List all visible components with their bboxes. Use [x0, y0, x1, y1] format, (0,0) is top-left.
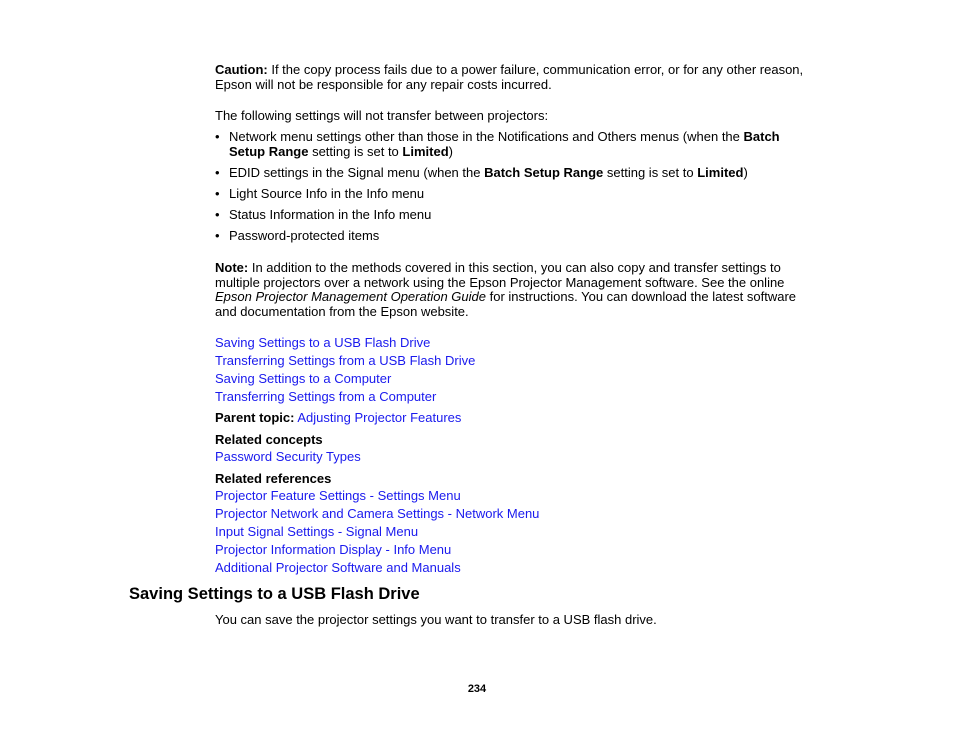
note-text: In addition to the methods covered in this section, you can also copy and transfer settings to multiple projectors over a network using the Epson Projector Management software. See the online [215, 260, 785, 290]
link-parent-topic[interactable]: Adjusting Projector Features [297, 410, 462, 425]
list-item-bold: Limited [402, 143, 449, 159]
parent-topic [215, 411, 815, 426]
non-transfer-list [215, 130, 815, 250]
bullet-dot: • [215, 207, 220, 222]
link-additional-software[interactable]: Additional Projector Software and Manuals [215, 560, 461, 575]
list-item [215, 166, 815, 187]
list-item-text: EDID settings in the Signal menu (when the [229, 165, 485, 180]
note-italic-title: Epson Projector Management Operation Guide [215, 289, 486, 304]
bullet-dot: • [215, 228, 220, 243]
bullet-dot: • [215, 129, 220, 144]
page-number: 234 [467, 683, 487, 695]
link-transferring-usb[interactable]: Transferring Settings from a USB Flash Drive [215, 353, 476, 368]
parent-topic-label: Parent topic: [215, 410, 295, 425]
list-item-text: Light Source Info in the Info menu [229, 186, 425, 201]
link-info-display[interactable]: Projector Information Display - Info Menu [215, 542, 452, 557]
list-item-text: setting is set to [603, 165, 698, 180]
list-item-text: ) [743, 165, 748, 180]
list-item [215, 187, 815, 208]
caution-label: Caution: [215, 62, 268, 77]
intro-text: The following settings will not transfer between projectors: [215, 108, 549, 123]
link-feature-settings[interactable]: Projector Feature Settings - Settings Menu [215, 488, 461, 503]
link-saving-usb[interactable]: Saving Settings to a USB Flash Drive [215, 335, 431, 350]
list-item-text: Status Information in the Info menu [229, 207, 432, 222]
list-item [215, 229, 815, 250]
caution-paragraph [215, 63, 815, 92]
list-item-bold: Limited [697, 165, 744, 180]
list-item-text: Network menu settings other than those in the Notifications and Others menus (when the [229, 129, 744, 144]
note-paragraph [215, 261, 815, 319]
related-references-label: Related references [215, 471, 332, 486]
caution-text: If the copy process fails due to a power failure, communication error, or for any other reason, Epson will not be responsible for any repair costs incurred. [215, 62, 804, 92]
bullet-dot: • [215, 186, 220, 201]
list-item [215, 130, 815, 166]
related-concepts-label: Related concepts [215, 432, 323, 447]
link-saving-computer[interactable]: Saving Settings to a Computer [215, 371, 392, 386]
note-label: Note: [215, 260, 249, 275]
list-item-text: setting is set to [308, 143, 403, 159]
link-transferring-computer[interactable]: Transferring Settings from a Computer [215, 389, 437, 404]
list-item-bold: Batch Setup Range [484, 165, 604, 180]
list-item-bold: Batch Setup Range [229, 129, 780, 159]
list-item-text: ) [448, 143, 453, 159]
bullet-dot: • [215, 165, 220, 180]
link-input-signal-settings[interactable]: Input Signal Settings - Signal Menu [215, 524, 419, 539]
list-item [215, 208, 815, 229]
link-password-security[interactable]: Password Security Types [215, 449, 361, 464]
list-item-text: Password-protected items [229, 228, 380, 243]
note-text: for instructions. You can download the latest software and documentation from the Epson website. [215, 289, 797, 319]
section-body: You can save the projector settings you want to transfer to a USB flash drive. [215, 612, 657, 627]
link-network-camera-settings[interactable]: Projector Network and Camera Settings - Network Menu [215, 506, 540, 521]
section-heading: Saving Settings to a USB Flash Drive [129, 585, 420, 603]
